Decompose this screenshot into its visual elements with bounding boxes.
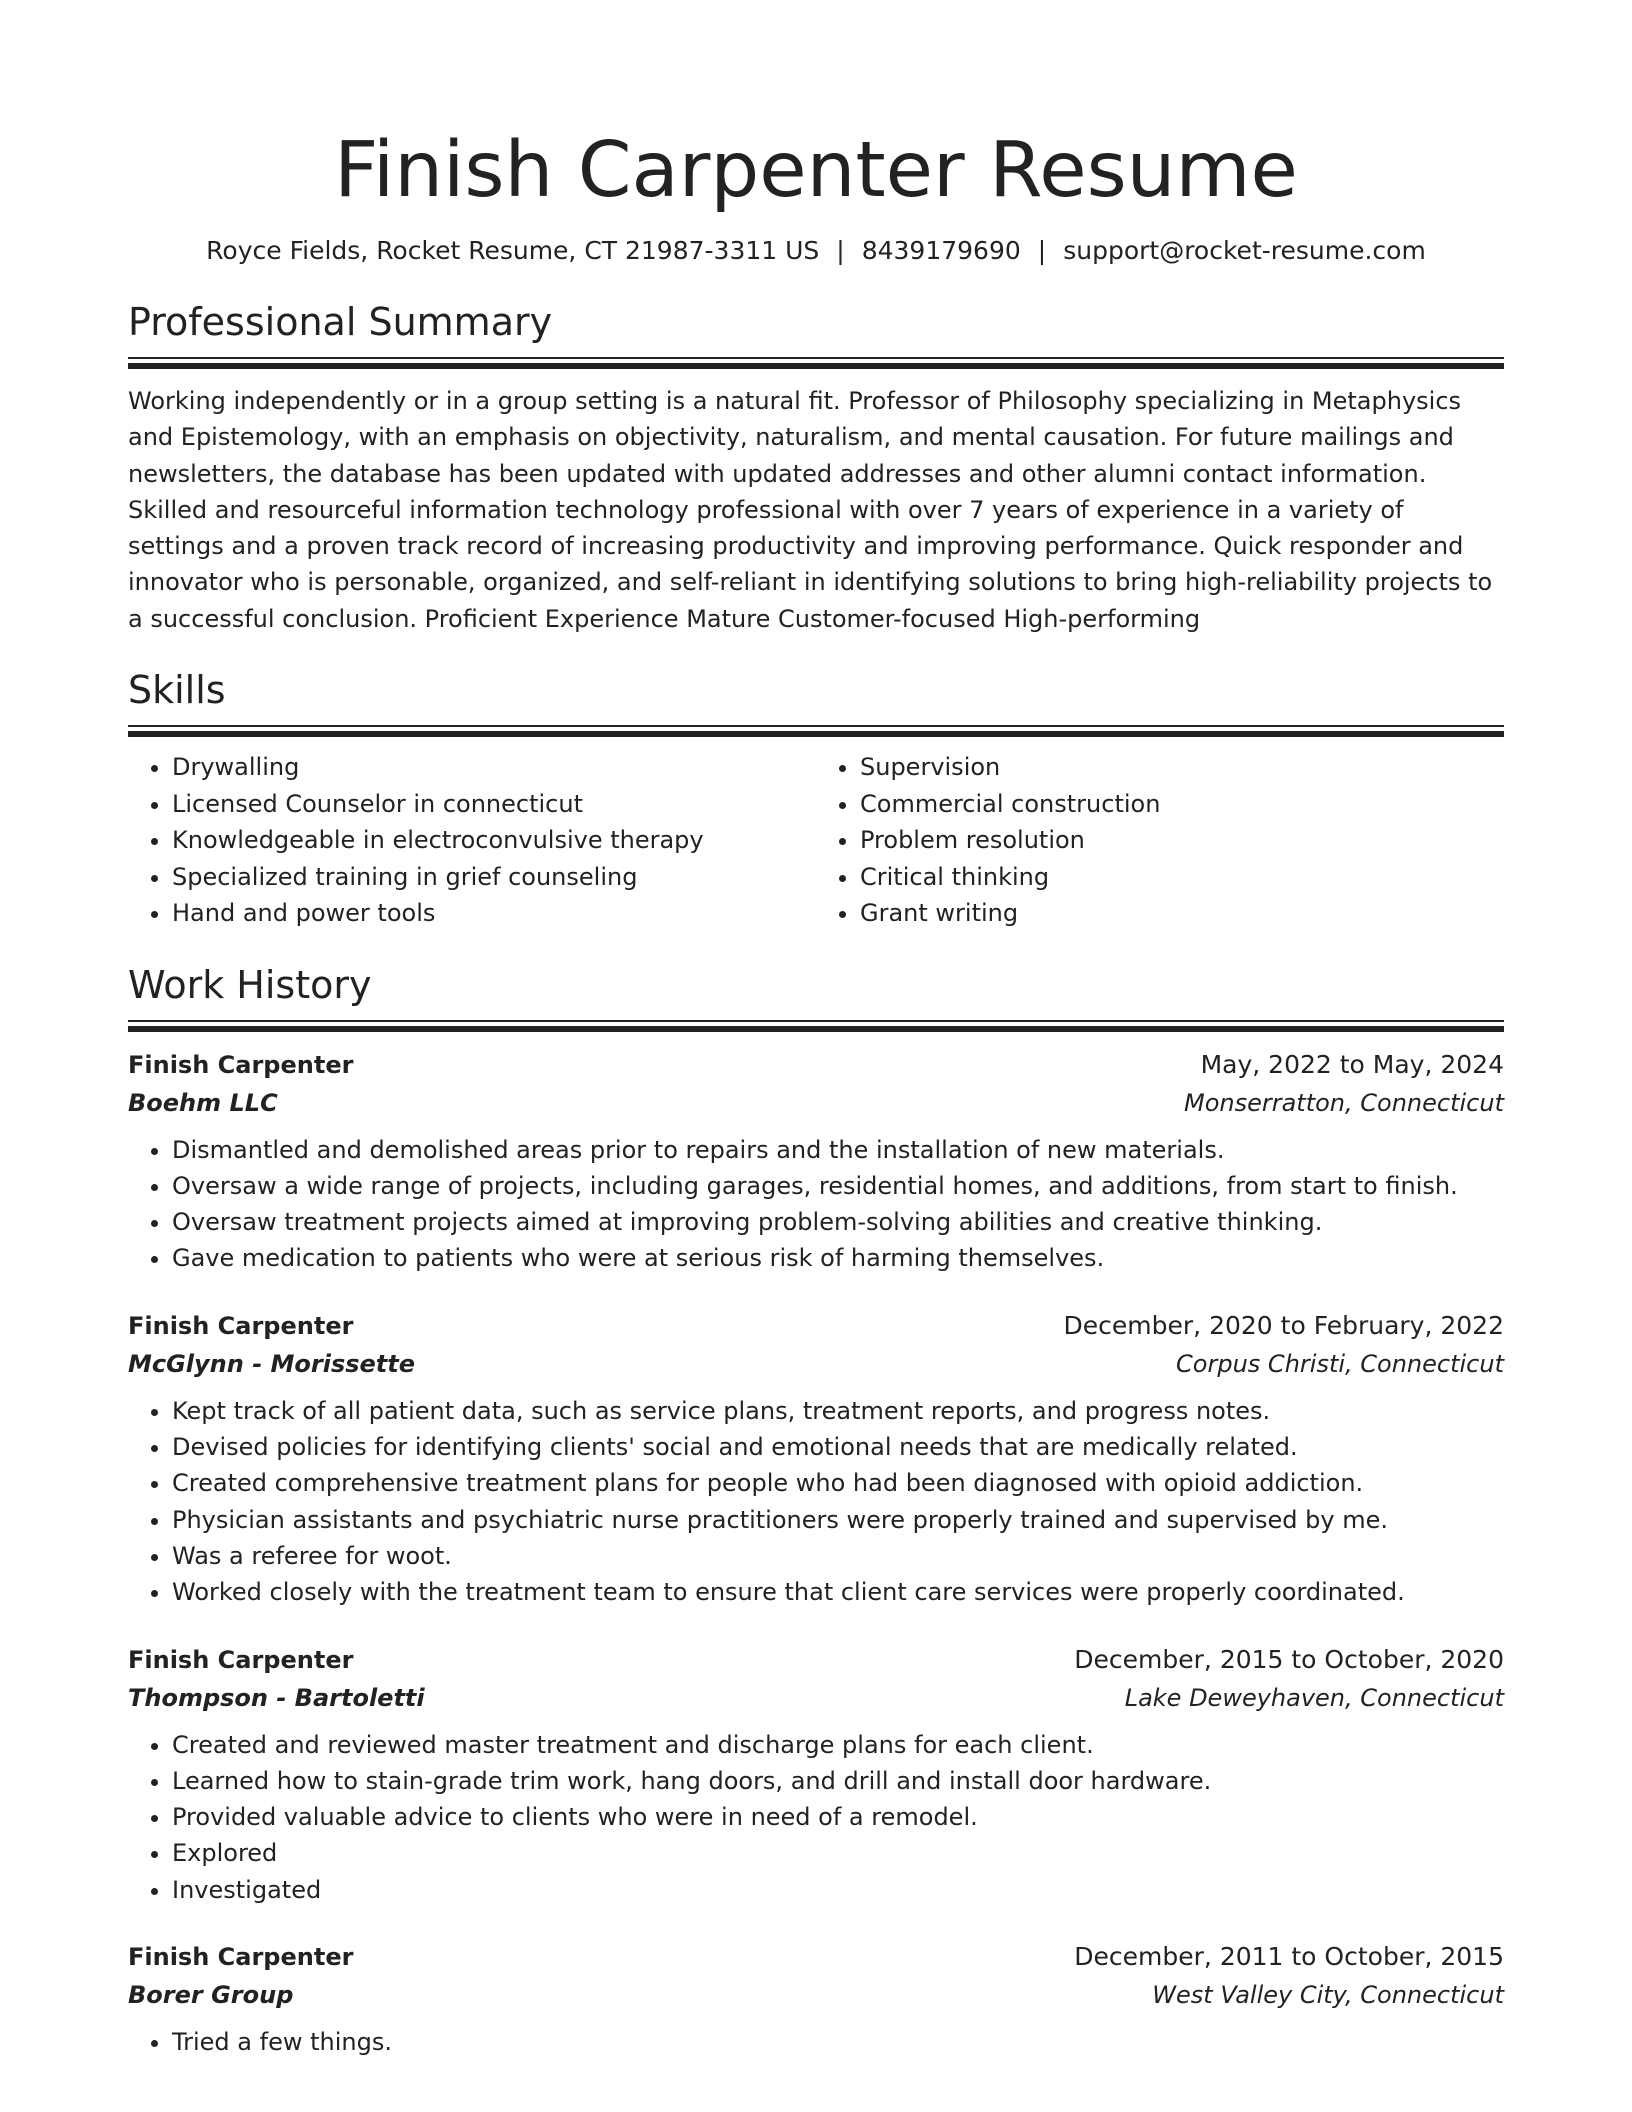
skill-item: • Hand and power tools bbox=[172, 895, 816, 932]
resume-title: Finish Carpenter Resume bbox=[334, 126, 1298, 215]
job-company: Thompson - Bartoletti bbox=[128, 1683, 425, 1712]
job-bullet: • Devised policies for identifying clients' social and emotional needs that are medically related. bbox=[172, 1429, 1504, 1465]
summary-heading: Professional Summary bbox=[128, 300, 553, 344]
job-header bbox=[128, 1307, 1504, 1345]
job-title: Finish Carpenter bbox=[128, 1943, 354, 1972]
job-title: Finish Carpenter bbox=[128, 1050, 354, 1079]
job-entry bbox=[128, 1641, 1504, 1908]
job-bullets bbox=[128, 1132, 1504, 1277]
skills-list-right bbox=[816, 749, 1504, 932]
job-bullet: • Physician assistants and psychiatric nurse practitioners were properly trained and supervised by me. bbox=[172, 1502, 1504, 1538]
job-company: Borer Group bbox=[128, 1981, 294, 2010]
job-entry bbox=[128, 1046, 1504, 1277]
job-title: Finish Carpenter bbox=[128, 1645, 354, 1674]
job-entry bbox=[128, 1307, 1504, 1611]
work-history-heading: Work History bbox=[128, 962, 372, 1007]
job-header bbox=[128, 1046, 1504, 1084]
skills-list-left bbox=[128, 749, 816, 932]
summary-text: Working independently or in a group setting is a natural fit. Professor of Philosophy specializing in Metaphysics and Epistemology, with an emphasis on objectivity, naturalism, and mental causation. For future mailings and newsletters, the database has been updated with updated addresses and other alumni contact information. Skilled and resourceful information technology professional with over 7 years of experience in a variety of settings and a proven track record of increasing productivity and improving performance. Quick responder and innovator who is personable, organized, and self-reliant in identifying solutions to bring high-reliability projects to a successful conclusion. Proficient Experience Mature Customer-focused High-performing bbox=[128, 387, 1493, 633]
job-dates: December, 2015 to October, 2020 bbox=[1074, 1644, 1504, 1674]
job-dates: December, 2011 to October, 2015 bbox=[1074, 1942, 1504, 1972]
job-bullets bbox=[128, 2024, 1504, 2060]
work-history-section bbox=[128, 960, 1504, 2061]
skills-columns bbox=[128, 749, 1504, 932]
job-bullets bbox=[128, 1393, 1504, 1611]
contact-address: Royce Fields, Rocket Resume, CT 21987-3311 US bbox=[206, 236, 820, 265]
skill-item: • Licensed Counselor in connecticut bbox=[172, 786, 816, 823]
job-bullet: • Oversaw treatment projects aimed at improving problem-solving abilities and creative thinking. bbox=[172, 1204, 1504, 1240]
job-bullet: • Provided valuable advice to clients who were in need of a remodel. bbox=[172, 1799, 1504, 1835]
contact-line bbox=[128, 232, 1504, 270]
job-subheader bbox=[128, 1679, 1504, 1717]
job-header bbox=[128, 1938, 1504, 1976]
job-location: Monserratton, Connecticut bbox=[1183, 1088, 1504, 1117]
job-entry bbox=[128, 1938, 1504, 2060]
contact-phone: 8439179690 bbox=[861, 236, 1021, 265]
job-bullet: • Oversaw a wide range of projects, including garages, residential homes, and additions, from start to finish. bbox=[172, 1168, 1504, 1204]
contact-separator: | bbox=[836, 236, 845, 265]
section-divider bbox=[128, 1020, 1504, 1032]
job-header bbox=[128, 1641, 1504, 1679]
job-bullet: • Was a referee for woot. bbox=[172, 1538, 1504, 1574]
job-bullet: • Tried a few things. bbox=[172, 2024, 1504, 2060]
skill-item: • Specialized training in grief counseling bbox=[172, 859, 816, 896]
contact-separator: | bbox=[1037, 236, 1047, 265]
skill-item: • Critical thinking bbox=[860, 859, 1504, 896]
job-bullet: • Explored bbox=[172, 1835, 1504, 1871]
section-divider bbox=[128, 725, 1504, 737]
skill-item: • Supervision bbox=[860, 749, 1504, 786]
job-bullets bbox=[128, 1727, 1504, 1908]
skill-item: • Knowledgeable in electroconvulsive therapy bbox=[172, 822, 816, 859]
job-dates: May, 2022 to May, 2024 bbox=[1200, 1049, 1504, 1079]
job-bullet: • Worked closely with the treatment team to ensure that client care services were properly coordinated. bbox=[172, 1574, 1504, 1610]
job-location: Corpus Christi, Connecticut bbox=[1176, 1349, 1504, 1378]
job-bullet: • Created comprehensive treatment plans for people who had been diagnosed with opioid addiction. bbox=[172, 1465, 1504, 1501]
job-bullet: • Created and reviewed master treatment and discharge plans for each client. bbox=[172, 1727, 1504, 1763]
job-company: Boehm LLC bbox=[128, 1088, 278, 1117]
job-subheader bbox=[128, 1345, 1504, 1383]
job-bullet: • Learned how to stain-grade trim work, hang doors, and drill and install door hardware. bbox=[172, 1763, 1504, 1799]
job-location: Lake Deweyhaven, Connecticut bbox=[1124, 1683, 1504, 1712]
skill-item: • Problem resolution bbox=[860, 822, 1504, 859]
resume-page bbox=[128, 0, 1504, 2060]
skills-heading: Skills bbox=[128, 668, 226, 713]
skill-item: • Commercial construction bbox=[860, 786, 1504, 823]
skill-item: • Drywalling bbox=[172, 749, 816, 786]
skill-item: • Grant writing bbox=[860, 895, 1504, 932]
skills-section bbox=[128, 665, 1504, 932]
section-divider bbox=[128, 357, 1504, 369]
job-bullet: • Kept track of all patient data, such as service plans, treatment reports, and progress notes. bbox=[172, 1393, 1504, 1429]
job-title: Finish Carpenter bbox=[128, 1311, 354, 1340]
job-location: West Valley City, Connecticut bbox=[1152, 1981, 1504, 2010]
contact-email: support@rocket-resume.com bbox=[1063, 236, 1426, 265]
job-bullet: • Dismantled and demolished areas prior to repairs and the installation of new materials. bbox=[172, 1132, 1504, 1168]
job-bullet: • Investigated bbox=[172, 1872, 1504, 1908]
summary-section bbox=[128, 297, 1504, 637]
job-dates: December, 2020 to February, 2022 bbox=[1063, 1310, 1504, 1340]
job-subheader bbox=[128, 1084, 1504, 1122]
job-bullet: • Gave medication to patients who were at serious risk of harming themselves. bbox=[172, 1240, 1504, 1276]
job-subheader bbox=[128, 1976, 1504, 2014]
job-company: McGlynn - Morissette bbox=[128, 1349, 416, 1378]
